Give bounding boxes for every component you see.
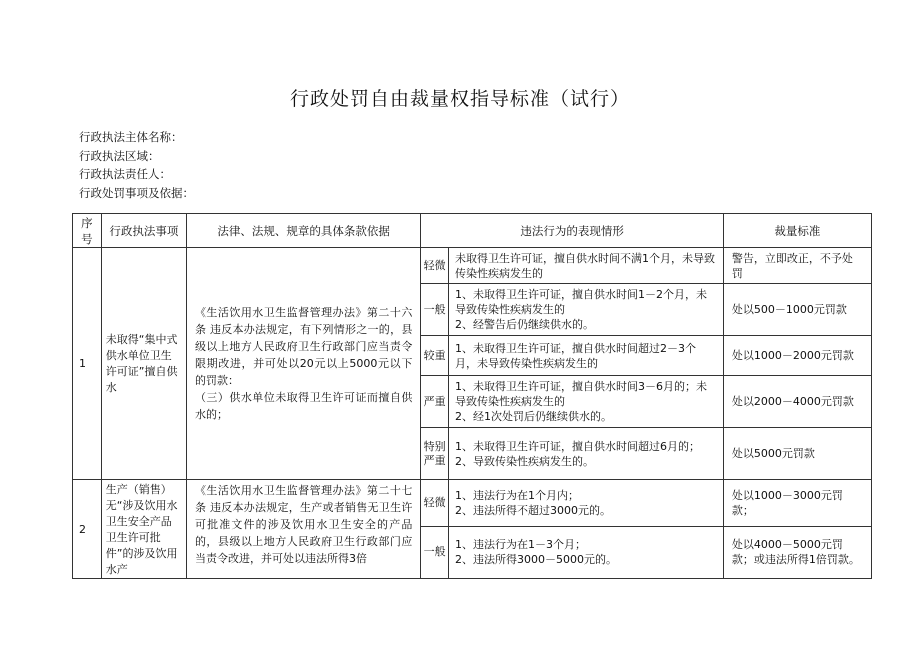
row-law: 《生活饮用水卫生监督管理办法》第二十七条 违反本办法规定，生产或者销售无卫生许可批准文件的涉及饮用水卫生安全的产品的，县级以上地方人民政府卫生行政部门应当责令改进，并可处以违法所得3倍: [186, 480, 420, 579]
standard-text: 处以1000－2000元罚款: [723, 336, 871, 376]
level-label: 轻微: [421, 248, 449, 284]
row-item: 未取得“集中式供水单位卫生许可证”擅自供水: [101, 248, 186, 480]
situation-desc: 1、违法行为在1个月内； 2、违法所得不超过3000元的。: [449, 480, 724, 527]
meta-block: [79, 128, 194, 202]
situation-desc: 未取得卫生许可证，擅自供水时间不满1个月，未导致传染性疾病发生的: [449, 248, 724, 284]
standard-text: 处以500－1000元罚款: [723, 284, 871, 336]
row-index: 1: [73, 248, 102, 480]
table-header-row: [73, 214, 872, 248]
row-item: 生产（销售）无“涉及饮用水卫生安全产品卫生许可批件”的涉及饮用水产: [101, 480, 186, 579]
header-situation: 违法行为的表现情形: [421, 214, 724, 248]
situation-desc: 1、未取得卫生许可证，擅自供水时间1－2个月，未导致传染性疾病发生的 2、经警告后仍继续供水的。: [449, 284, 724, 336]
standard-text: 处以2000－4000元罚款: [723, 376, 871, 428]
situation-desc: 1、违法行为在1－3个月； 2、违法所得3000－5000元的。: [449, 526, 724, 578]
table-row: [73, 480, 872, 527]
row-index: 2: [73, 480, 102, 579]
meta-responsible: 行政执法责任人：: [79, 167, 171, 181]
standard-text: 处以5000元罚款: [723, 428, 871, 480]
standard-text: 处以4000－5000元罚款；或违法所得1倍罚款。: [723, 526, 871, 578]
level-label: 一般: [421, 526, 449, 578]
level-label: 一般: [421, 284, 449, 336]
meta-basis: 行政处罚事项及依据：: [79, 185, 194, 200]
discretion-table: [72, 213, 872, 579]
level-label: 严重: [421, 376, 449, 428]
header-item: 行政执法事项: [101, 214, 186, 248]
level-label: 较重: [421, 336, 449, 376]
situation-desc: 1、未取得卫生许可证，擅自供水时间超过2－3个月，未导致传染性疾病发生的: [449, 336, 724, 376]
standard-text: 警告，立即改正，不予处罚: [723, 248, 871, 284]
meta-region: 行政执法区域：: [79, 148, 160, 163]
table-container: [72, 213, 872, 576]
header-standard: 裁量标准: [723, 214, 871, 248]
meta-subject: 行政执法主体名称：: [79, 130, 183, 144]
row-law: 《生活饮用水卫生监督管理办法》第二十六条 违反本办法规定，有下列情形之一的，县级以上地方人民政府卫生行政部门应当责令限期改进，并可处以20元以上5000元以下的罚款： （三）供水单位未取得卫生许可证而擅自供水的；: [186, 248, 420, 480]
header-law: 法律、法规、规章的具体条款依据: [186, 214, 420, 248]
situation-desc: 1、未取得卫生许可证，擅自供水时间超过6月的； 2、导致传染性疾病发生的。: [449, 428, 724, 480]
standard-text: 处以1000－3000元罚款；: [723, 480, 871, 527]
document-title: 行政处罚自由裁量权指导标准（试行）: [289, 88, 630, 110]
table-row: [73, 248, 872, 284]
header-index: 序号: [73, 214, 102, 248]
situation-desc: 1、未取得卫生许可证，擅自供水时间3－6月的；未导致传染性疾病发生的 2、经1次处罚后仍继续供水的。: [449, 376, 724, 428]
level-label: 轻微: [421, 480, 449, 527]
level-label: 特别严重: [421, 428, 449, 480]
